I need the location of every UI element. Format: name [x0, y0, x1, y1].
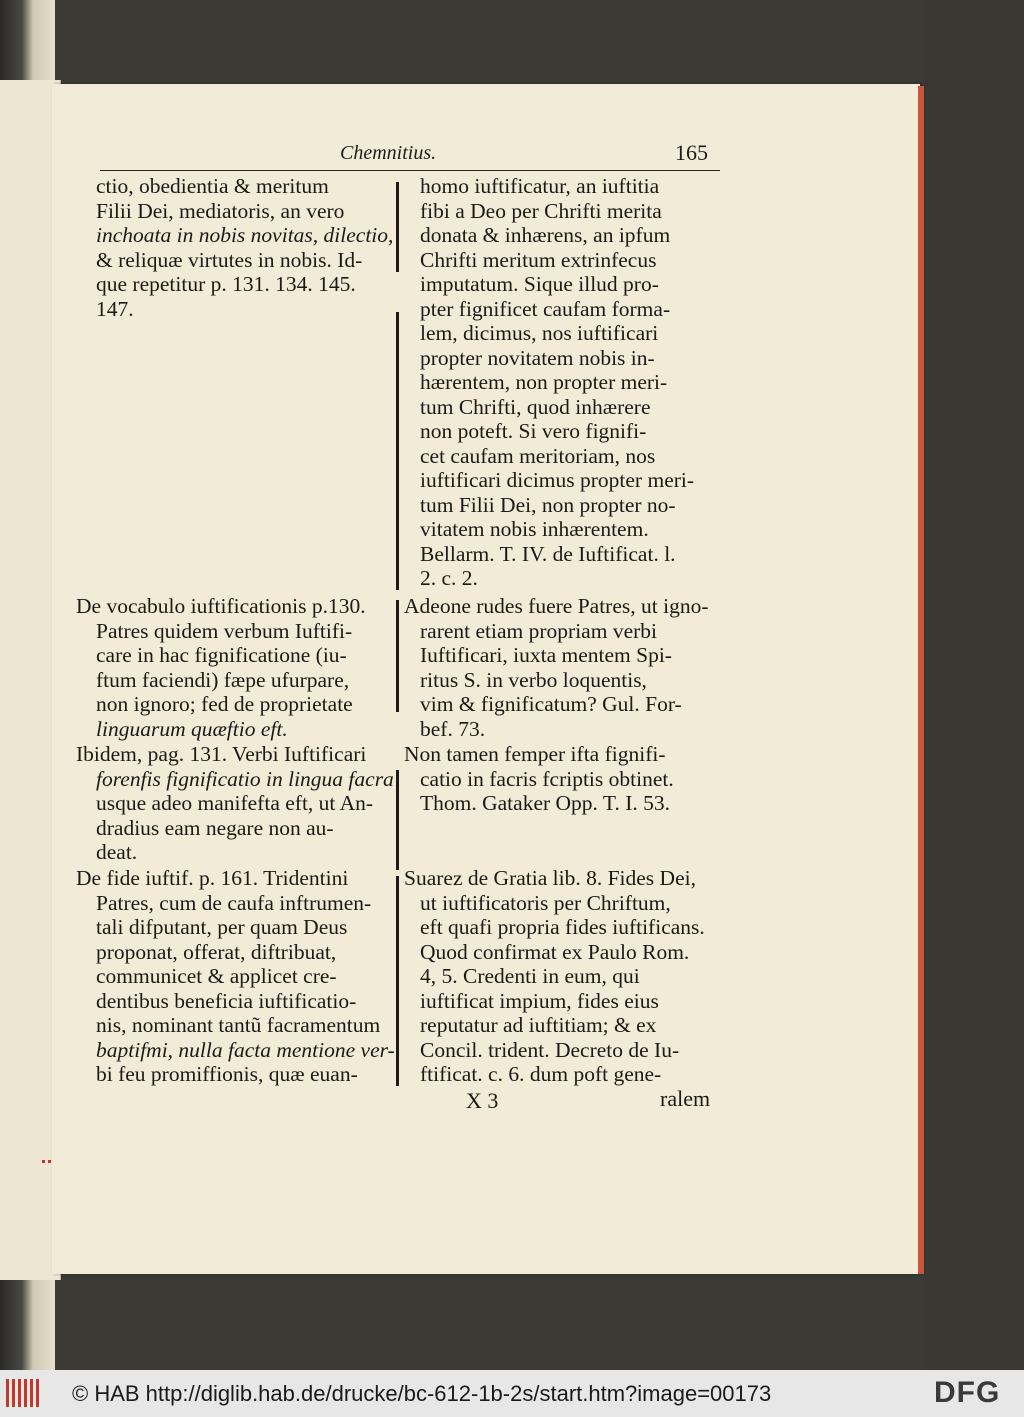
- text-line: Filii Dei, mediatoris, an vero: [96, 198, 345, 223]
- page-header: [100, 140, 720, 171]
- text-line: nis, nominant tantũ facramentum: [96, 1013, 381, 1037]
- text-line: usque adeo manifefta eft, ut An-: [96, 791, 374, 815]
- text-line: De vocabulo iuftificationis p.130.: [76, 594, 366, 618]
- column-rule: [396, 312, 399, 590]
- text-line: Iuftificari, iuxta mentem Spi-: [420, 643, 672, 667]
- text-line: hærentem, non propter meri-: [420, 370, 668, 394]
- text-line: Chrifti meritum extrinfecus: [420, 247, 657, 272]
- text-line: De fide iuftif. p. 161. Tridentini: [76, 866, 349, 890]
- text-line: Ibidem, pag. 131. Verbi Iuftificari: [76, 742, 367, 766]
- text-line: dentibus beneficia iuftificatio-: [96, 988, 357, 1013]
- source-credit-link[interactable]: © HAB http://diglib.hab.de/drucke/bc-612-1b-2s/start.htm?image=00173: [72, 1381, 772, 1406]
- text-line: pter fignificet caufam forma-: [420, 296, 671, 321]
- right-entry-4: [404, 866, 705, 1087]
- text-line: Thom. Gataker Opp. T. I. 53.: [420, 791, 670, 815]
- text-line: cet caufam meritoriam, nos: [420, 443, 656, 468]
- text-line: & reliquæ virtutes in nobis. Id-: [96, 247, 363, 272]
- column-rule: [396, 600, 399, 712]
- signature-mark: X 3: [466, 1088, 499, 1113]
- text-line: ctio, obedientia & meritum: [96, 174, 329, 198]
- text-line: Quod confirmat ex Paulo Rom.: [420, 939, 690, 964]
- page-red-edge: [918, 86, 924, 1274]
- column-rule: [396, 876, 399, 1086]
- text-line: iuftificat impium, fides eius: [420, 988, 659, 1013]
- text-line: care in hac fignificatione (iu-: [96, 643, 347, 667]
- text-line: bef. 73.: [420, 716, 486, 741]
- red-speck: [42, 1160, 45, 1163]
- left-entry-4: [76, 866, 395, 1087]
- text-line: vitatem nobis inhærentem.: [420, 517, 649, 541]
- text-line: lem, dicimus, nos iuftificari: [420, 321, 659, 345]
- text-line: baptifmi, nulla facta mentione ver-: [96, 1037, 395, 1062]
- text-line: 147.: [96, 296, 134, 321]
- text-line: rarent etiam propriam verbi: [420, 618, 657, 643]
- hab-barcode-icon: [6, 1379, 46, 1407]
- text-line: dradius eam negare non au-: [96, 815, 334, 840]
- text-line: Patres quidem verbum Iuftifi-: [96, 618, 353, 643]
- text-line: Bellarm. T. IV. de Iuftificat. l.: [420, 541, 676, 566]
- text-line: iuftificari dicimus propter meri-: [420, 468, 695, 492]
- left-entry-3: [76, 742, 394, 865]
- text-line: Patres, cum de caufa inftrumen-: [96, 890, 372, 915]
- right-entry-1: [420, 174, 694, 591]
- running-head: Chemnitius.: [340, 142, 437, 164]
- column-rule: [396, 182, 399, 272]
- red-speck: [48, 1160, 51, 1163]
- text-line: Suarez de Gratia lib. 8. Fides Dei,: [404, 866, 696, 890]
- catchword: ralem: [660, 1086, 711, 1111]
- text-line: forenfis fignificatio in lingua facra: [96, 766, 394, 791]
- text-line: reputatur ad iuftitiam; & ex: [420, 1013, 657, 1037]
- text-line: eft quafi propria fides iuftificans.: [420, 915, 705, 939]
- text-line: homo iuftificatur, an iuftitia: [420, 174, 660, 198]
- text-line: proponat, offerat, diftribuat,: [96, 939, 337, 964]
- text-line: ut iuftificatoris per Chriftum,: [420, 890, 671, 915]
- text-line: vim & fignificatum? Gul. For-: [420, 692, 682, 716]
- text-line: donata & inhærens, an ipfum: [420, 223, 671, 247]
- dfg-logo: DFG: [934, 1376, 1001, 1409]
- column-rule: [396, 770, 399, 870]
- text-line: que repetitur p. 131. 134. 145.: [96, 272, 356, 296]
- text-line: tum Filii Dei, non propter no-: [420, 492, 676, 517]
- text-line: Non tamen femper ifta fignifi-: [404, 742, 666, 766]
- right-entry-3: [404, 742, 674, 816]
- text-line: tali difputant, per quam Deus: [96, 915, 348, 939]
- text-line: imputatum. Sique illud pro-: [420, 272, 659, 296]
- page-number: 165: [675, 140, 708, 165]
- text-line: non ignoro; fed de proprietate: [96, 692, 353, 716]
- text-line: fibi a Deo per Chrifti merita: [420, 198, 662, 223]
- text-line: Adeone rudes fuere Patres, ut igno-: [404, 594, 709, 618]
- text-line: inchoata in nobis novitas, dilectio,: [96, 223, 394, 247]
- text-line: 4, 5. Credenti in eum, qui: [420, 964, 640, 988]
- text-line: bi feu promiffionis, quæ euan-: [96, 1062, 358, 1086]
- scan-background-right: [924, 0, 1024, 1370]
- text-line: deat.: [96, 840, 138, 864]
- text-line: catio in facris fcriptis obtinet.: [420, 766, 674, 791]
- text-line: propter novitatem nobis in-: [420, 345, 655, 370]
- text-line: tum Chrifti, quod inhærere: [420, 394, 651, 419]
- text-line: Concil. trident. Decreto de Iu-: [420, 1037, 680, 1062]
- text-line: linguarum quæftio eft.: [96, 716, 288, 741]
- text-line: ftificat. c. 6. dum poft gene-: [420, 1062, 662, 1086]
- left-entry-1: [96, 174, 393, 321]
- text-line: 2. c. 2.: [420, 566, 478, 590]
- text-line: non poteft. Si vero fignifi-: [420, 419, 647, 443]
- right-entry-2: [404, 594, 709, 741]
- left-entry-2: [76, 594, 366, 741]
- text-line: communicet & applicet cre-: [96, 964, 337, 988]
- text-line: ftum faciendi) fæpe ufurpare,: [96, 667, 350, 692]
- text-line: ritus S. in verbo loquentis,: [420, 667, 647, 692]
